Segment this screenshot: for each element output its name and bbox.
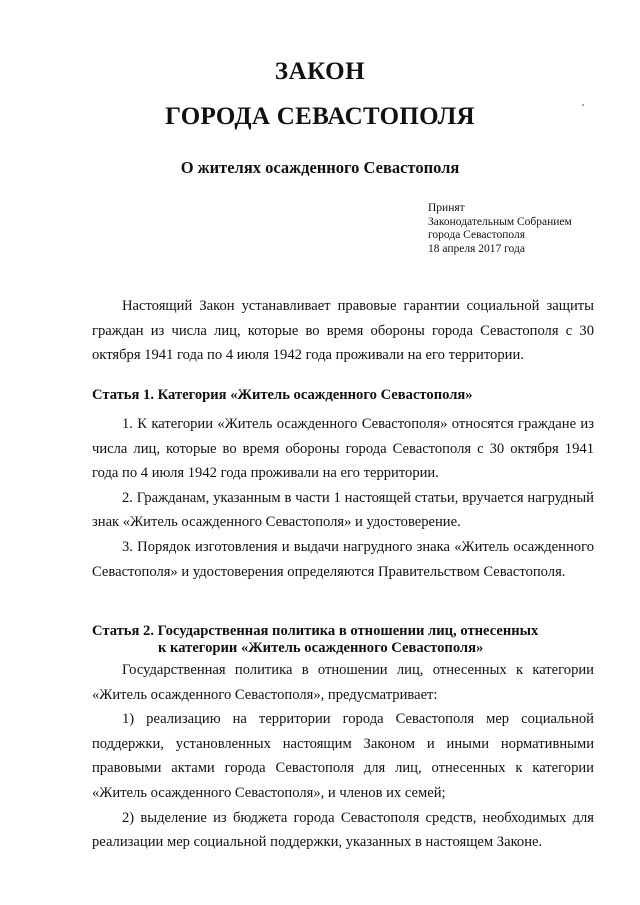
article-1-paragraph: 3. Порядок изготовления и выдачи нагрудного знака «Житель осажденного Севастополя» и удостоверения определяются Правительством Севастополя. [92,538,594,580]
law-city-title: ГОРОДА СЕВАСТОПОЛЯ [165,103,475,130]
adoption-line: города Севастополя [428,229,525,241]
article-2-heading-line: Статья 2. Государственная политика в отношении лиц, отнесенных [92,623,539,639]
article-2-paragraph: 2) выделение из бюджета города Севастополя средств, необходимых для реализации мер социальной поддержки, указанных в настоящем Законе. [92,809,594,851]
article-2-body [92,658,594,855]
article-1-body [92,412,594,584]
preamble [92,294,594,368]
article-1-heading: Статья 1. Категория «Житель осажденного Севастополя» [92,387,473,403]
law-title: ЗАКОН [274,58,366,85]
scan-speck [582,104,584,106]
adoption-date: 18 апреля 2017 года [428,242,525,255]
article-2-heading [92,623,538,656]
article-2-paragraph: Государственная политика в отношении лиц, отнесенных к категории «Житель осажденного Севастополя», предусматривает: [92,662,594,703]
adoption-line: Законодательным Собранием [428,215,572,228]
article-2-heading-line: к категории «Житель осажденного Севастополя» [158,639,484,656]
adoption-note [428,202,572,256]
article-1-paragraph: 2. Гражданам, указанным в части 1 настоящей статьи, вручается нагрудный знак «Житель осажденного Севастополя» и удостоверение. [92,489,594,531]
article-1-paragraph: 1. К категории «Житель осажденного Севастополя» относятся граждане из числа лиц, которые во время обороны города Севастополя с 30 октября 1941 года по 4 июля 1942 года проживали на его территории. [92,416,594,482]
law-subtitle: О жителях осажденного Севастополя [180,158,460,177]
adoption-line: Принят [428,202,465,214]
article-2-paragraph: 1) реализацию на территории города Севастополя мер социальной поддержки, установленных настоящим Законом и иными нормативными правовыми актами города Севастополя для лиц, отнесенных к категории «Житель осажденного Севастополя», и членов их семей; [92,711,594,801]
preamble-paragraph: Настоящий Закон устанавливает правовые гарантии социальной защиты граждан из числа лиц, которые во время обороны города Севастополя с 30 октября 1941 года по 4 июля 1942 года проживали на его территории. [92,298,594,364]
